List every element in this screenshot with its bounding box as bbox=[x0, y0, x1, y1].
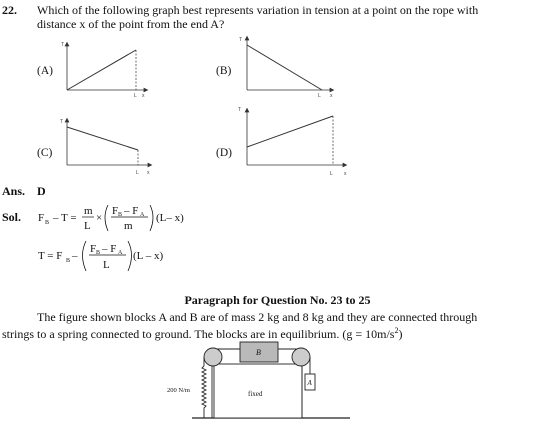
spring-constant-label: 200 N/m bbox=[167, 387, 190, 394]
graph-a-line bbox=[67, 50, 136, 90]
svg-text:– T =: – T = bbox=[53, 212, 77, 224]
graph-c-x-label: x bbox=[147, 170, 150, 176]
option-a-label: (A) bbox=[37, 65, 53, 77]
block-a-label: A bbox=[307, 379, 312, 387]
solution-label: Sol. bbox=[2, 210, 22, 224]
equation-2 bbox=[38, 241, 163, 271]
graph-d-line bbox=[247, 116, 333, 147]
question-number: 22. bbox=[2, 3, 17, 17]
graph-c-t-label: T bbox=[60, 119, 64, 125]
svg-text:F: F bbox=[112, 205, 119, 217]
svg-text:(L – x): (L – x) bbox=[133, 250, 164, 262]
svg-text:–: – bbox=[72, 250, 78, 262]
graph-a-t-label: T bbox=[61, 42, 65, 48]
option-c-label: (C) bbox=[37, 147, 53, 159]
svg-text:m: m bbox=[84, 205, 93, 217]
left-pulley bbox=[204, 348, 222, 366]
spring bbox=[202, 366, 206, 418]
svg-text:L: L bbox=[84, 220, 91, 232]
svg-text:A: A bbox=[118, 250, 123, 256]
svg-text:F: F bbox=[90, 243, 97, 255]
svg-text:B: B bbox=[96, 250, 101, 256]
graph-a-l-label: L bbox=[134, 93, 137, 99]
svg-text:B: B bbox=[118, 212, 123, 218]
question-text: Which of the following graph best represents variation in tension at a point on the rope with distance x of the point from the end A? bbox=[37, 3, 479, 31]
right-pulley bbox=[292, 348, 310, 366]
svg-text:F: F bbox=[38, 212, 45, 224]
graph-a-x-label: x bbox=[142, 93, 145, 99]
fixed-label: fixed bbox=[248, 390, 263, 398]
svg-text:(L– x): (L– x) bbox=[156, 212, 184, 224]
svg-text:B: B bbox=[66, 258, 71, 264]
svg-text:A: A bbox=[140, 212, 145, 218]
answer-value: D bbox=[37, 184, 46, 198]
svg-text:L: L bbox=[103, 259, 110, 271]
graph-b-t-label: T bbox=[239, 37, 243, 43]
svg-text:B: B bbox=[45, 220, 50, 226]
svg-text:– F: – F bbox=[124, 205, 139, 217]
option-d-label: (D) bbox=[216, 147, 232, 159]
paragraph-text: The figure shown blocks A and B are of mass 2 kg and 8 kg and they are connected through strings to a spring connected to ground. The blocks are in equilibrium. $(g = 10m/s^2)$ bbox=[2, 310, 478, 341]
answer-label: Ans. bbox=[2, 184, 26, 198]
graph-d bbox=[247, 110, 345, 165]
graph-b bbox=[247, 38, 332, 90]
blocks-figure bbox=[150, 340, 380, 433]
graph-d-t-label: T bbox=[238, 107, 242, 113]
graph-c bbox=[67, 120, 150, 165]
option-b-label: (B) bbox=[216, 65, 232, 77]
svg-text:T = F: T = F bbox=[38, 250, 63, 262]
graph-d-x-label: x bbox=[344, 171, 347, 177]
graph-a bbox=[67, 44, 146, 90]
equation-1 bbox=[38, 205, 184, 232]
graph-c-l-label: L bbox=[136, 170, 139, 176]
graph-c-line bbox=[67, 127, 138, 150]
svg-text:m: m bbox=[124, 220, 133, 232]
graph-b-l-label: L bbox=[318, 93, 321, 99]
block-b-label: B bbox=[256, 348, 261, 357]
svg-text:– F: – F bbox=[102, 243, 117, 255]
paragraph-title: Paragraph for Question No. 23 to 25 bbox=[184, 293, 371, 307]
solution-equations bbox=[0, 195, 260, 280]
graph-b-x-label: x bbox=[330, 93, 333, 99]
graph-b-line bbox=[247, 45, 322, 90]
svg-text:×: × bbox=[96, 212, 103, 224]
graph-d-l-label: L bbox=[330, 171, 333, 177]
